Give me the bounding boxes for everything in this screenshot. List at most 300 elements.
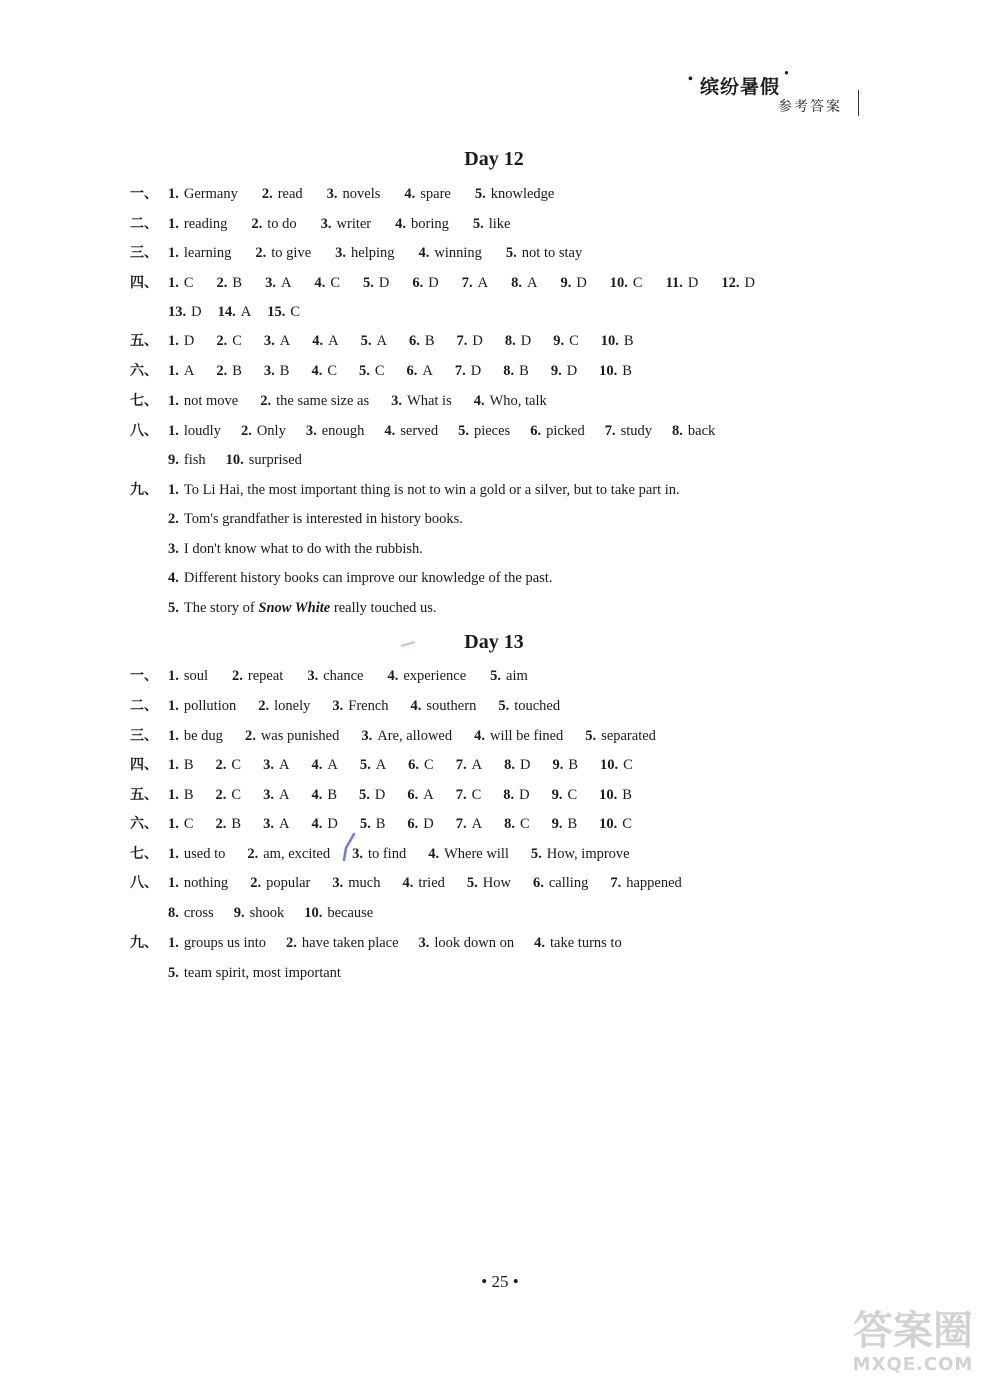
answer-item bbox=[474, 726, 563, 746]
answer-text: D bbox=[519, 757, 531, 773]
answer-number: 2. bbox=[286, 935, 297, 951]
header-subtitle: 参考答案 bbox=[778, 100, 842, 115]
answer-number: 6. bbox=[407, 816, 419, 832]
answer-item bbox=[312, 331, 338, 351]
answer-items bbox=[168, 933, 642, 953]
answer-row bbox=[0, 302, 1000, 322]
answer-number: 10. bbox=[600, 333, 619, 349]
answer-text: C bbox=[232, 333, 242, 349]
answer-row bbox=[0, 726, 1000, 746]
answer-item bbox=[332, 873, 380, 893]
answer-item bbox=[168, 184, 238, 204]
answer-item bbox=[168, 450, 206, 470]
answer-text: popular bbox=[266, 875, 311, 891]
answer-number: 2. bbox=[247, 846, 259, 862]
answer-text: back bbox=[687, 423, 716, 439]
answer-items bbox=[168, 755, 655, 775]
answer-text: A bbox=[422, 363, 433, 379]
answer-text: B bbox=[327, 787, 337, 803]
answer-text: B bbox=[623, 333, 634, 349]
answer-number: 3. bbox=[352, 846, 363, 862]
answer-number: 9. bbox=[551, 787, 563, 803]
section-label: 一、 bbox=[130, 668, 158, 684]
answer-item bbox=[534, 933, 622, 953]
answer-item bbox=[304, 903, 373, 923]
answer-number: 9. bbox=[551, 816, 563, 832]
answer-item bbox=[407, 785, 433, 805]
answer-item bbox=[311, 814, 337, 834]
answer-number: 4. bbox=[312, 333, 324, 349]
answer-number: 2. bbox=[251, 216, 263, 232]
answer-number: 2. bbox=[240, 423, 252, 439]
answer-text: learning bbox=[183, 245, 232, 261]
answer-item bbox=[226, 450, 302, 470]
answer-item bbox=[412, 273, 438, 293]
answer-item bbox=[551, 361, 577, 381]
answer-text: B bbox=[519, 363, 529, 379]
answer-row bbox=[0, 696, 1000, 716]
answer-text: D bbox=[183, 333, 195, 349]
answer-number: 1. bbox=[168, 333, 179, 349]
answer-number: 4. bbox=[168, 570, 179, 586]
answer-text: read bbox=[277, 186, 303, 202]
answer-number: 1. bbox=[168, 482, 179, 498]
answer-item bbox=[672, 421, 715, 441]
answer-number: 3. bbox=[263, 333, 275, 349]
answer-item bbox=[359, 361, 385, 381]
answer-text: A bbox=[278, 816, 290, 832]
answer-text: to give bbox=[271, 245, 312, 261]
answer-items bbox=[168, 184, 578, 204]
answer-items bbox=[168, 598, 445, 618]
answer-text: B bbox=[183, 757, 194, 773]
answer-item bbox=[601, 331, 634, 351]
answer-row bbox=[0, 361, 1000, 381]
answer-text: B bbox=[424, 333, 435, 349]
answer-text: D bbox=[520, 333, 532, 349]
answer-text: The story of bbox=[183, 600, 255, 616]
answer-item bbox=[599, 361, 632, 381]
answer-row bbox=[0, 184, 1000, 204]
answer-text: D bbox=[327, 816, 338, 832]
answer-text: B bbox=[622, 363, 632, 379]
answer-item bbox=[168, 726, 223, 746]
answer-row bbox=[0, 963, 1000, 983]
answer-number: 2. bbox=[260, 393, 272, 409]
answer-text: A bbox=[526, 275, 538, 291]
answer-number: 7. bbox=[461, 275, 473, 291]
answer-number: 4. bbox=[311, 816, 323, 832]
answer-number: 1. bbox=[168, 423, 179, 439]
answer-item bbox=[456, 755, 482, 775]
answer-items bbox=[168, 903, 393, 923]
answer-item bbox=[267, 302, 300, 322]
answer-item bbox=[456, 814, 482, 834]
answer-text: B bbox=[232, 275, 243, 291]
answer-text: winning bbox=[434, 245, 482, 261]
answer-item bbox=[216, 361, 242, 381]
section-label: 四、 bbox=[130, 275, 158, 291]
answer-text: A bbox=[477, 275, 489, 291]
answer-number: 5. bbox=[168, 600, 179, 616]
section-label: 九、 bbox=[130, 935, 158, 951]
answer-items bbox=[168, 696, 582, 716]
answer-text: To Li Hai, the most important thing is not to win a gold or a silver, but to take part in. bbox=[183, 482, 680, 498]
answer-item bbox=[168, 903, 214, 923]
answer-number: 15. bbox=[267, 304, 286, 320]
answer-number: 4. bbox=[410, 698, 422, 714]
answer-number: 2. bbox=[215, 757, 227, 773]
answer-number: 2. bbox=[216, 363, 228, 379]
answer-text: Germany bbox=[183, 186, 238, 202]
answer-text: C bbox=[632, 275, 643, 291]
answer-item bbox=[599, 814, 632, 834]
answer-item bbox=[168, 509, 463, 529]
answer-text: like bbox=[488, 216, 511, 232]
answer-number: 9. bbox=[168, 452, 179, 468]
answer-number: 5. bbox=[490, 668, 502, 684]
answer-text: helping bbox=[351, 245, 395, 261]
section-label: 七、 bbox=[130, 393, 158, 409]
answer-number: 14. bbox=[217, 304, 236, 320]
answer-number: 9. bbox=[553, 333, 565, 349]
answer-item bbox=[168, 243, 231, 263]
answer-text: will be fined bbox=[490, 728, 564, 744]
answer-items bbox=[168, 480, 688, 500]
answer-number: 2. bbox=[216, 333, 228, 349]
answer-item bbox=[314, 273, 340, 293]
answer-number: 5. bbox=[458, 423, 469, 439]
answer-item bbox=[352, 844, 406, 864]
answer-text: Only bbox=[256, 423, 286, 439]
answer-text: A bbox=[183, 363, 195, 379]
answer-item bbox=[504, 814, 530, 834]
answer-number: 1. bbox=[168, 698, 179, 714]
answer-text: C bbox=[327, 363, 337, 379]
answer-number: 10. bbox=[599, 787, 618, 803]
answer-number: 4. bbox=[311, 363, 323, 379]
answer-row bbox=[0, 214, 1000, 234]
answer-text: look down on bbox=[434, 935, 515, 951]
answer-row bbox=[0, 755, 1000, 775]
answer-number: 5. bbox=[360, 333, 372, 349]
answer-text: D bbox=[378, 275, 390, 291]
section-label: 五、 bbox=[130, 787, 158, 803]
answer-number: 1. bbox=[168, 787, 179, 803]
answer-text: How bbox=[482, 875, 511, 891]
answer-text: fish bbox=[183, 452, 206, 468]
answer-text: used to bbox=[183, 846, 226, 862]
answer-item bbox=[462, 273, 488, 293]
answer-item bbox=[168, 785, 194, 805]
answer-text: served bbox=[400, 423, 439, 439]
answer-item bbox=[241, 421, 286, 441]
answer-items bbox=[168, 785, 654, 805]
answer-text: A bbox=[278, 787, 290, 803]
answer-item bbox=[552, 814, 578, 834]
answer-item bbox=[216, 331, 242, 351]
answer-item bbox=[260, 391, 369, 411]
answer-number: 1. bbox=[168, 728, 179, 744]
section-label: 二、 bbox=[130, 698, 158, 714]
answer-item bbox=[286, 933, 398, 953]
answer-items bbox=[168, 302, 316, 322]
answer-item bbox=[384, 421, 438, 441]
answer-text: boring bbox=[411, 216, 449, 232]
section-label: 六、 bbox=[130, 816, 158, 832]
answer-items bbox=[168, 814, 654, 834]
answer-item bbox=[361, 331, 387, 351]
answer-text: take turns to bbox=[550, 935, 622, 951]
answer-row bbox=[0, 568, 1000, 588]
answer-text: B bbox=[622, 787, 632, 803]
answer-item bbox=[504, 755, 530, 775]
answer-number: 10. bbox=[609, 275, 628, 291]
answer-text: team spirit, most important bbox=[183, 965, 341, 981]
answer-text: A bbox=[278, 757, 290, 773]
answer-text: pollution bbox=[183, 698, 237, 714]
answer-item bbox=[245, 726, 339, 746]
answer-number: 5. bbox=[168, 965, 179, 981]
answer-text: C bbox=[183, 816, 194, 832]
answer-text: How, improve bbox=[546, 846, 630, 862]
answer-items bbox=[168, 391, 569, 411]
answer-text: A bbox=[327, 757, 338, 773]
answer-item bbox=[321, 214, 372, 234]
answer-text: Who, talk bbox=[489, 393, 547, 409]
header-title: • 缤纷暑假 ● bbox=[700, 72, 780, 99]
answer-text: cross bbox=[183, 905, 214, 921]
section-label: 七、 bbox=[130, 846, 158, 862]
answer-row bbox=[0, 391, 1000, 411]
answer-number: 3. bbox=[418, 935, 430, 951]
answer-number: 10. bbox=[599, 363, 618, 379]
answer-item bbox=[503, 361, 529, 381]
answer-items bbox=[168, 273, 778, 293]
answer-text: D bbox=[428, 275, 439, 291]
answer-item bbox=[264, 331, 290, 351]
answer-number: 6. bbox=[530, 423, 542, 439]
answer-text: soul bbox=[183, 668, 209, 684]
answer-text: C bbox=[519, 816, 530, 832]
answer-text: I don't know what to do with the rubbish. bbox=[183, 541, 423, 557]
answer-text: D bbox=[566, 363, 578, 379]
answer-number: 8. bbox=[511, 275, 522, 291]
answer-item bbox=[458, 421, 510, 441]
answer-item bbox=[457, 331, 483, 351]
answer-text: to do bbox=[267, 216, 297, 232]
answer-text: A bbox=[280, 275, 292, 291]
answer-number: 5. bbox=[498, 698, 510, 714]
answer-text: B bbox=[567, 816, 578, 832]
answer-text: chance bbox=[323, 668, 364, 684]
answer-item bbox=[247, 844, 330, 864]
section-label: 八、 bbox=[130, 875, 158, 891]
answer-item bbox=[721, 273, 755, 293]
answer-item bbox=[168, 568, 552, 588]
answer-number: 2. bbox=[232, 668, 243, 684]
answer-number: 13. bbox=[168, 304, 187, 320]
answer-text: nothing bbox=[183, 875, 229, 891]
answer-number: 4. bbox=[311, 787, 323, 803]
answer-number: 4. bbox=[395, 216, 407, 232]
answer-number: 4. bbox=[402, 875, 414, 891]
answer-number: 5. bbox=[530, 846, 542, 862]
answer-text: surprised bbox=[248, 452, 302, 468]
answer-item bbox=[360, 755, 386, 775]
answer-text: novels bbox=[342, 186, 381, 202]
answer-text: D bbox=[744, 275, 756, 291]
answer-text: to find bbox=[367, 846, 407, 862]
answer-item bbox=[552, 755, 578, 775]
answer-number: 9. bbox=[550, 363, 562, 379]
answer-text: lonely bbox=[274, 698, 311, 714]
answer-text: really touched us. bbox=[333, 600, 437, 616]
answer-item bbox=[498, 696, 560, 716]
answer-text: groups us into bbox=[183, 935, 267, 951]
answer-text: tried bbox=[418, 875, 445, 891]
answer-text: A bbox=[471, 757, 483, 773]
answer-text: C bbox=[424, 757, 434, 773]
answer-number: 2. bbox=[261, 186, 273, 202]
answer-item bbox=[168, 539, 423, 559]
answer-item bbox=[216, 814, 242, 834]
answer-item bbox=[217, 273, 243, 293]
answer-text: touched bbox=[514, 698, 561, 714]
section-label: 八、 bbox=[130, 423, 158, 439]
answer-item bbox=[402, 873, 444, 893]
answer-row bbox=[0, 933, 1000, 953]
answer-text: Different history books can improve our knowledge of the past. bbox=[183, 570, 553, 586]
answer-item bbox=[411, 696, 477, 716]
answer-text: A bbox=[328, 333, 339, 349]
answer-number: 1. bbox=[168, 275, 179, 291]
answer-item bbox=[307, 666, 363, 686]
page-number: • 25 • bbox=[481, 1272, 519, 1291]
answer-text: Are, allowed bbox=[377, 728, 453, 744]
page-header bbox=[690, 68, 865, 118]
answer-number: 5. bbox=[505, 245, 517, 261]
answer-text: experience bbox=[403, 668, 467, 684]
answer-text: southern bbox=[426, 698, 477, 714]
pen-stroke-mark bbox=[338, 832, 358, 862]
answer-item bbox=[168, 666, 208, 686]
answer-number: 1. bbox=[168, 875, 179, 891]
answer-number: 4. bbox=[311, 757, 323, 773]
answer-number: 1. bbox=[168, 186, 179, 202]
answer-text: separated bbox=[601, 728, 656, 744]
answer-number: 5. bbox=[363, 275, 374, 291]
answer-item bbox=[264, 361, 290, 381]
answer-number: 6. bbox=[406, 363, 418, 379]
answer-number: 4. bbox=[387, 668, 399, 684]
answer-number: 2. bbox=[215, 787, 227, 803]
answer-number: 7. bbox=[455, 757, 467, 773]
answer-number: 3. bbox=[391, 393, 403, 409]
answer-number: 2. bbox=[258, 698, 270, 714]
answer-items bbox=[168, 844, 652, 864]
answer-number: 1. bbox=[168, 846, 179, 862]
answer-items bbox=[168, 421, 735, 441]
answer-text: study bbox=[620, 423, 653, 439]
answer-number: 4. bbox=[428, 846, 440, 862]
answer-text: spare bbox=[420, 186, 451, 202]
answer-text: C bbox=[374, 363, 385, 379]
answer-number: 6. bbox=[532, 875, 544, 891]
answer-number: 1. bbox=[168, 245, 179, 261]
answer-text: A bbox=[375, 757, 387, 773]
answer-number: 7. bbox=[455, 816, 467, 832]
answer-number: 3. bbox=[305, 423, 317, 439]
answer-item bbox=[419, 243, 482, 263]
answer-item bbox=[306, 421, 365, 441]
answer-item bbox=[391, 391, 452, 411]
answer-text: picked bbox=[546, 423, 585, 439]
answer-item bbox=[666, 273, 699, 293]
answer-number: 5. bbox=[474, 186, 486, 202]
answer-item bbox=[265, 273, 291, 293]
answer-text: am, excited bbox=[263, 846, 331, 862]
answer-number: 7. bbox=[610, 875, 622, 891]
answer-row bbox=[0, 873, 1000, 893]
answer-item bbox=[234, 903, 285, 923]
answer-item bbox=[419, 933, 515, 953]
answer-row bbox=[0, 785, 1000, 805]
answer-number: 1. bbox=[168, 393, 179, 409]
answer-item bbox=[409, 331, 435, 351]
answer-items bbox=[168, 963, 361, 983]
answer-item bbox=[168, 302, 202, 322]
answer-text: A bbox=[471, 816, 483, 832]
answer-row bbox=[0, 450, 1000, 470]
answer-item bbox=[311, 361, 337, 381]
answer-number: 4. bbox=[418, 245, 430, 261]
answer-number: 3. bbox=[168, 541, 179, 557]
answer-text: Where will bbox=[444, 846, 509, 862]
answer-item bbox=[511, 273, 537, 293]
answer-items bbox=[168, 243, 606, 263]
answer-number: 12. bbox=[721, 275, 740, 291]
answer-item bbox=[263, 755, 289, 775]
answer-number: 7. bbox=[456, 333, 468, 349]
answer-item bbox=[560, 273, 586, 293]
answer-text: be dug bbox=[183, 728, 223, 744]
answer-text: have taken place bbox=[301, 935, 399, 951]
answer-item bbox=[335, 243, 394, 263]
answer-item bbox=[262, 184, 303, 204]
answer-number: 6. bbox=[408, 757, 420, 773]
answer-text: A bbox=[423, 787, 434, 803]
answer-number: 2. bbox=[244, 728, 256, 744]
answer-number: 1. bbox=[168, 668, 179, 684]
answer-item bbox=[168, 873, 228, 893]
answer-number: 9. bbox=[552, 757, 564, 773]
answer-text: C bbox=[569, 333, 579, 349]
answer-text: because bbox=[327, 905, 374, 921]
answer-item bbox=[232, 666, 283, 686]
answer-number: 10. bbox=[599, 757, 619, 773]
watermark-url: MXQE.COM bbox=[852, 1354, 974, 1375]
answer-text: French bbox=[348, 698, 389, 714]
answer-item bbox=[361, 726, 452, 746]
answer-number: 1. bbox=[168, 757, 179, 773]
answer-item bbox=[311, 785, 337, 805]
answer-text: was punished bbox=[260, 728, 340, 744]
answer-item bbox=[168, 933, 266, 953]
answer-item bbox=[332, 696, 388, 716]
answer-text: enough bbox=[321, 423, 365, 439]
section-label: 六、 bbox=[130, 363, 158, 379]
